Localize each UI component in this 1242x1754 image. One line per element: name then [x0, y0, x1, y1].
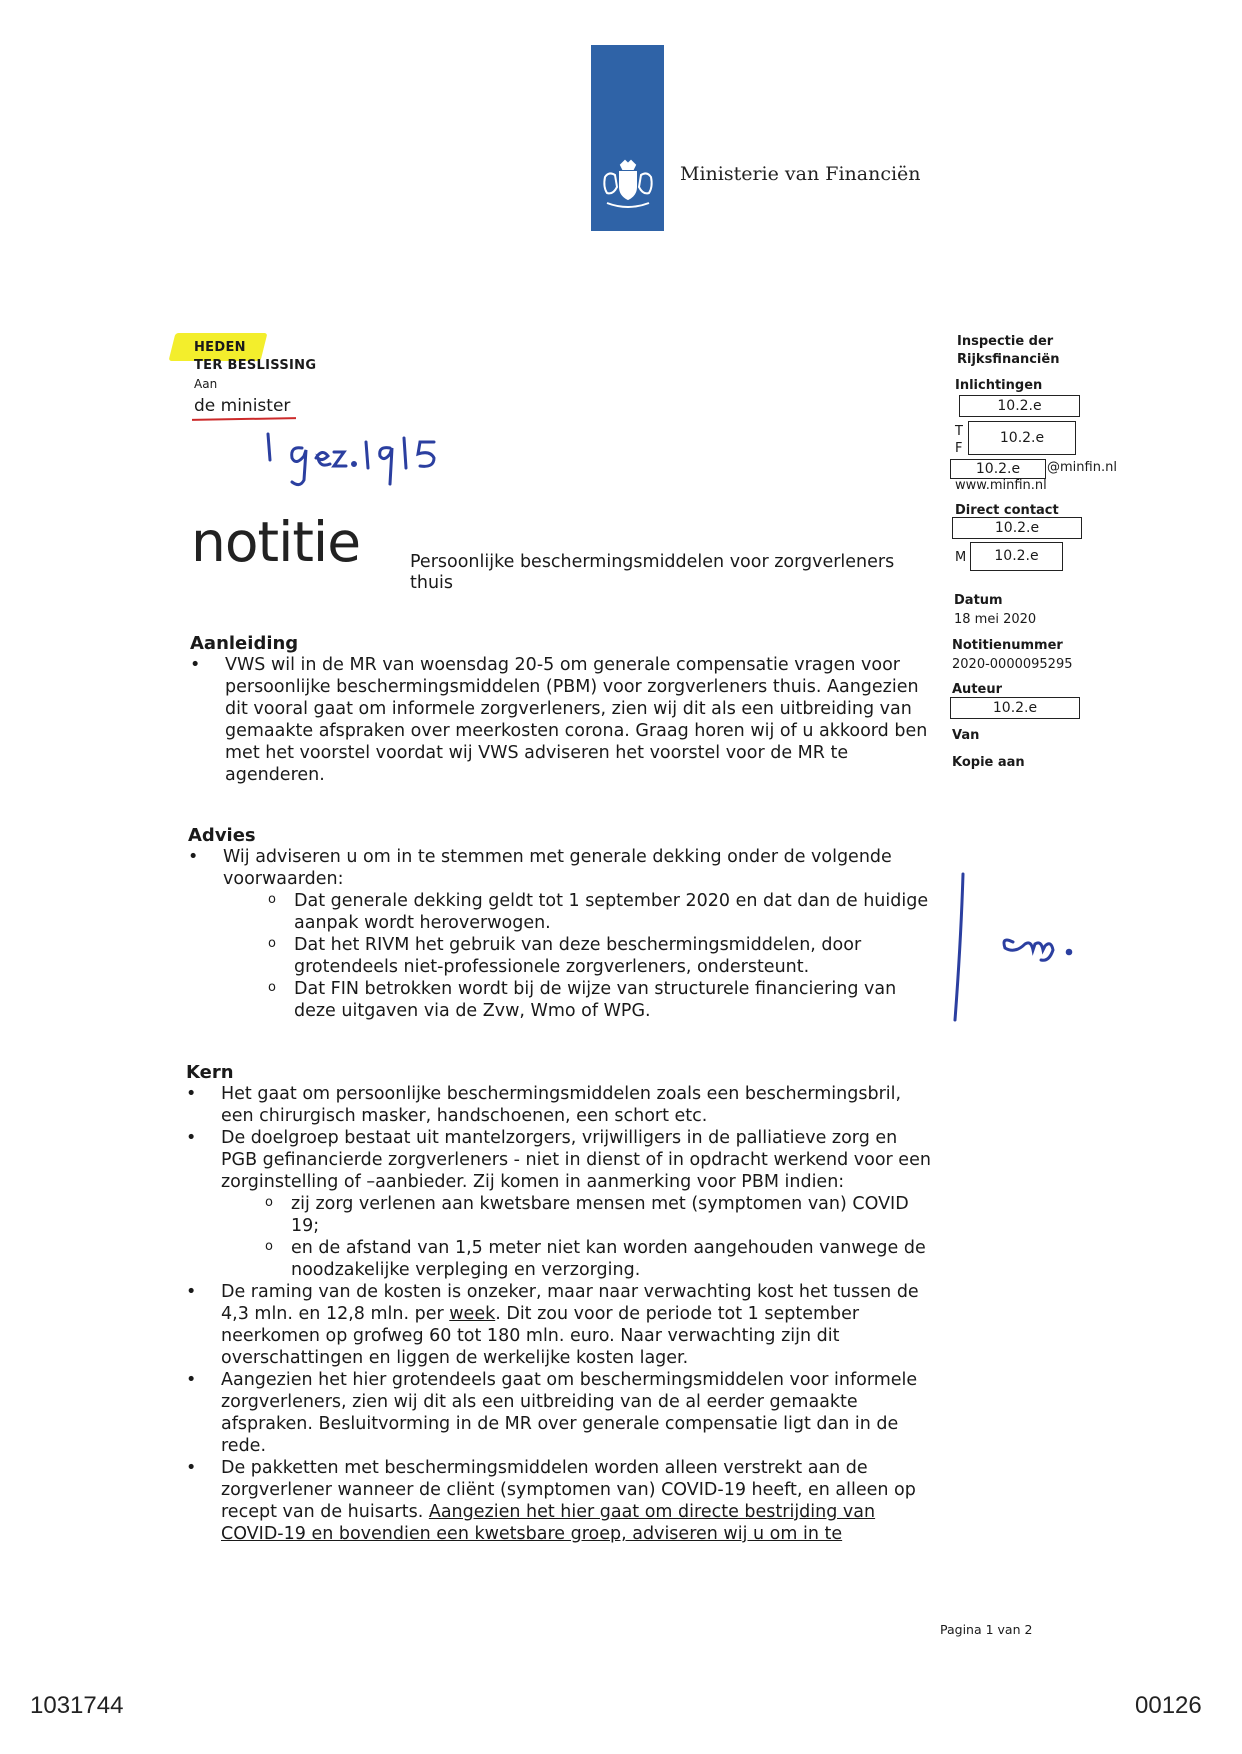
list-item-text: . Dit zou voor de periode tot 1 september neerkomen op grofweg 60 tot 180 mln. euro. Naar verwachting zijn dit overschattingen en liggen de werkelijke kosten lager.	[221, 1304, 860, 1368]
auteur-label: Auteur	[952, 682, 1003, 697]
section-title: Advies	[188, 825, 256, 846]
aan-value: de minister	[194, 396, 291, 416]
section-kern	[186, 1062, 936, 1545]
handwritten-signature	[262, 428, 462, 508]
sub-list-item: o Dat het RIVM het gebruik van deze beschermingsmiddelen, door grotendeels niet-professionele zorgverleners, ondersteunt.	[260, 934, 938, 978]
sub-list	[260, 890, 938, 1022]
kopie-aan-label: Kopie aan	[952, 755, 1025, 770]
fax-label: F	[955, 441, 963, 456]
underlined-text: Aangezien het hier gaat om directe bestrijding van COVID-19 en bovendien een kwetsbare groep, adviseren wij u om in te	[221, 1502, 876, 1544]
bullet-list	[190, 654, 940, 786]
list-item: • Aangezien het hier grotendeels gaat om beschermingsmiddelen voor informele zorgverleners, zien wij dit als een uitbreiding van de al eerder gemaakte afspraken. Besluitvorming in de MR over generale compensatie ligt dan in de rede.	[186, 1369, 936, 1457]
list-item-text: De doelgroep bestaat uit mantelzorgers, vrijwilligers in de palliatieve zorg en PGB gefinancierde zorgverleners - niet in dienst of in opdracht werkend voor een zorginstelling of –aanbieder. Zij komen in aanmerking voor PBM indien:	[221, 1128, 931, 1192]
sidebar-organisation	[957, 333, 1059, 369]
email-suffix: @minfin.nl	[1047, 460, 1117, 475]
document-type: notitie	[191, 510, 361, 574]
redacted-box: 10.2.e	[950, 697, 1080, 719]
sub-list-item: o Dat generale dekking geldt tot 1 september 2020 en dat dan de huidige aanpak wordt heroverwogen.	[260, 890, 938, 934]
telephone-label: T	[955, 424, 963, 439]
sub-list-item: o en de afstand van 1,5 meter niet kan worden aangehouden vanwege de noodzakelijke verpleging en verzorging.	[257, 1237, 936, 1281]
datum-label: Datum	[954, 593, 1003, 608]
sub-list-item: o Dat FIN betrokken wordt bij de wijze van structurele financiering van deze uitgaven via de Zvw, Wmo of WPG.	[260, 978, 938, 1022]
document-id-right: 00126	[1135, 1692, 1202, 1719]
list-item-text: De pakketten met beschermingsmiddelen worden alleen verstrekt aan de zorgverlener wanneer de cliënt (symptomen van) COVID-19 heeft, en alleen op recept van de huisarts.	[221, 1458, 916, 1522]
redacted-box: 10.2.e	[959, 395, 1080, 417]
aan-label: Aan	[194, 377, 218, 391]
list-item	[188, 846, 938, 1022]
direct-contact-label: Direct contact	[955, 503, 1059, 518]
status-ter-beslissing: TER BESLISSING	[194, 358, 317, 373]
status-heden: HEDEN	[194, 340, 246, 355]
bullet-list	[186, 1083, 936, 1545]
website-link[interactable]: www.minfin.nl	[955, 478, 1047, 493]
section-title: Kern	[186, 1062, 234, 1083]
list-item: • Het gaat om persoonlijke beschermingsmiddelen zoals een beschermingsbril, een chirurgisch masker, handschoenen, een schort etc.	[186, 1083, 936, 1127]
document-id-left: 1031744	[30, 1692, 124, 1719]
mobile-label: M	[955, 550, 967, 565]
section-aanleiding	[190, 633, 940, 786]
document-subject: Persoonlijke beschermingsmiddelen voor zorgverleners thuis	[410, 552, 895, 593]
section-advies	[188, 825, 938, 1022]
van-label: Van	[952, 728, 980, 743]
section-title: Aanleiding	[190, 633, 299, 654]
ministry-name: Ministerie van Financiën	[680, 163, 921, 185]
page-number: Pagina 1 van 2	[940, 1622, 1033, 1637]
list-item-text: De raming van de kosten is onzeker, maar naar verwachting kost het tussen de 4,3 mln. en 12,8 mln. per	[221, 1282, 919, 1324]
underlined-text: week	[449, 1304, 496, 1324]
org-line: Rijksfinanciën	[957, 352, 1060, 367]
handwritten-annotation	[945, 870, 1125, 1030]
notitienummer-label: Notitienummer	[952, 638, 1063, 653]
list-item	[186, 1127, 936, 1281]
inlichtingen-label: Inlichtingen	[955, 378, 1043, 393]
list-item	[186, 1457, 936, 1545]
redacted-box: 10.2.e	[970, 542, 1063, 571]
red-underline	[192, 417, 296, 421]
datum-value: 18 mei 2020	[954, 612, 1037, 627]
ministry-logo	[591, 45, 664, 231]
org-line: Inspectie der	[957, 334, 1054, 349]
sub-list-item: o zij zorg verlenen aan kwetsbare mensen met (symptomen van) COVID 19;	[257, 1193, 936, 1237]
redacted-box: 10.2.e	[950, 459, 1046, 479]
redacted-box: 10.2.e	[952, 517, 1082, 539]
redacted-box: 10.2.e	[968, 421, 1076, 455]
list-item	[186, 1281, 936, 1369]
bullet-list	[188, 846, 938, 1022]
sub-list	[257, 1193, 936, 1281]
coat-of-arms-icon	[599, 157, 657, 215]
list-item: • VWS wil in de MR van woensdag 20-5 om generale compensatie vragen voor persoonlijke beschermingsmiddelen (PBM) voor zorgverleners thuis. Aangezien dit vooral gaat om informele zorgverleners, zien wij dit als een uitbreiding van gemaakte afspraken over meerkosten corona. Graag horen wij of u akkoord ben met het voorstel voordat wij VWS adviseren het voorstel voor de MR te agenderen.	[190, 654, 940, 786]
notitienummer-value: 2020-0000095295	[952, 657, 1073, 672]
list-item-text: Wij adviseren u om in te stemmen met generale dekking onder de volgende voorwaarden:	[223, 847, 892, 889]
